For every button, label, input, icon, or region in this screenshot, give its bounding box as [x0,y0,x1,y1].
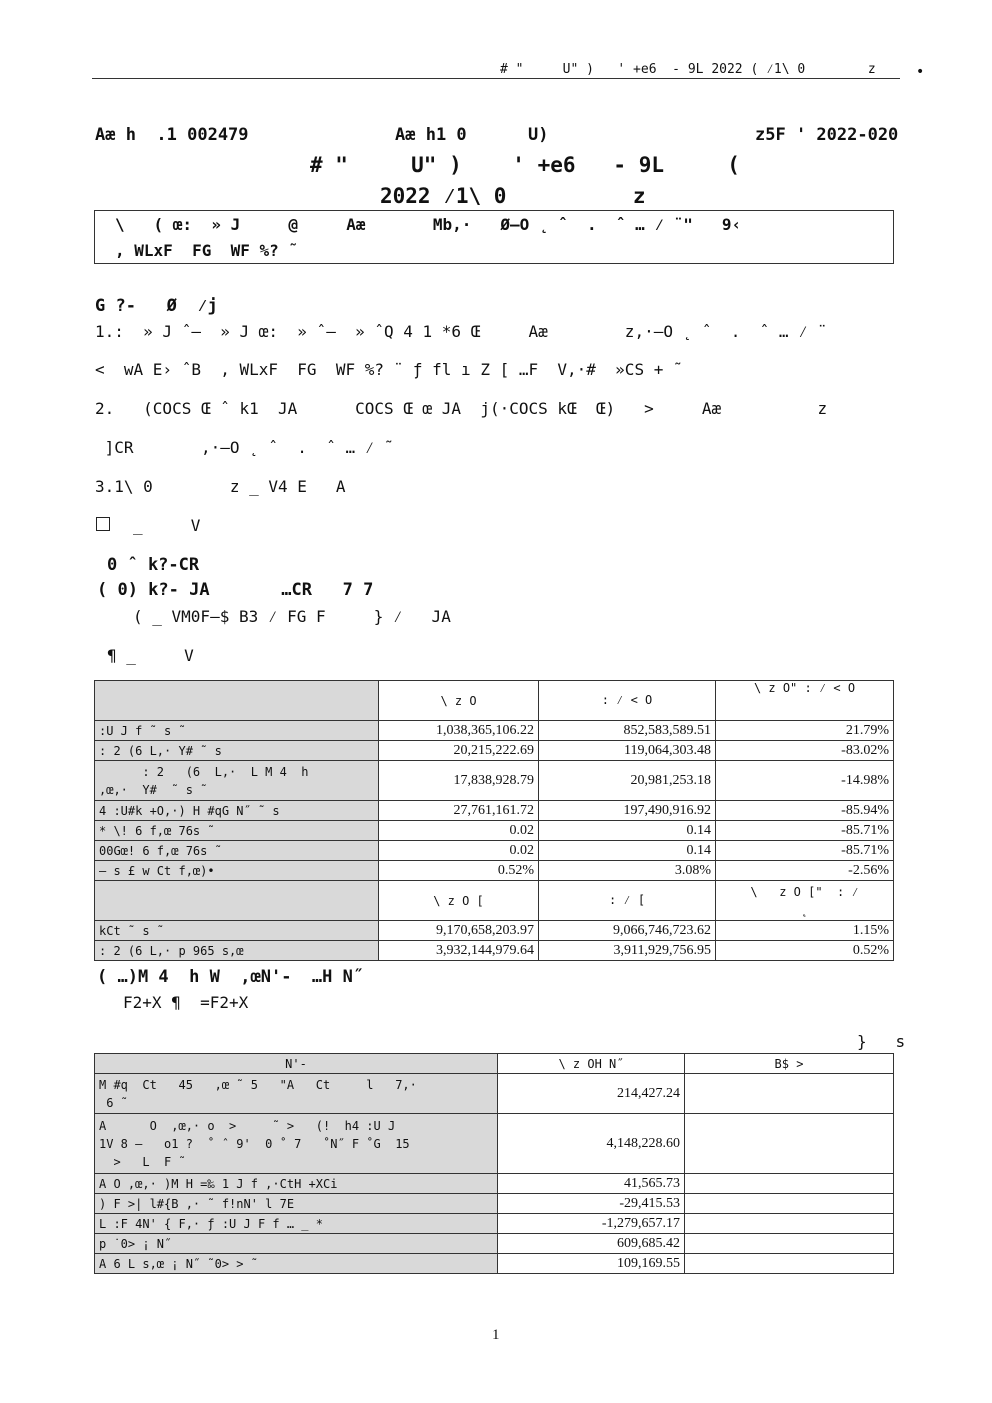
table2-header-amount: \ z OH N˝ [498,1054,685,1074]
row-current-value: 17,838,928.79 [379,761,539,801]
row-label-multiline [95,761,379,801]
row-previous-value: 9,066,746,723.62 [539,921,716,941]
table1-header-current: \ z O [379,681,539,721]
table1-currency-note: ¶ _ V [107,646,194,665]
checkbox-unchecked[interactable] [96,517,110,531]
non-recurring-items-table [94,1053,894,1274]
financial-data-table [94,680,894,961]
row-change-value: 0.52% [716,941,894,961]
row-note [685,1254,894,1274]
row-previous-value: 119,064,303.48 [539,741,716,761]
notice-line-1: \ ( œ: » J @ Aæ Mb,· Ø–O ˛ ˆ . ˆ … ⁄ ¨" 9‹ [115,215,742,234]
table-row [95,1194,894,1214]
table-row [95,921,894,941]
table-row [95,1214,894,1234]
row-change-value: 21.79% [716,721,894,741]
row-label: p ˙0> ¡ N˝ [95,1234,498,1254]
table-row [95,1234,894,1254]
table-row [95,721,894,741]
table-row [95,801,894,821]
section3-heading: ( …)M 4 h W ,œN'- …H N˝ [97,967,364,987]
row-amount: 214,427.24 [498,1074,685,1114]
row-label: — s £ w Ct f,œ)• [95,861,379,881]
doc-code-left: Aæ h .1 002479 [95,125,249,145]
row-change-value: -83.02% [716,741,894,761]
row-label-line: > L F ˜ [99,1154,186,1169]
row-label-line2: ,œ,· Y# ˜ s ˜ [99,782,208,797]
row-label-line: M #q Ct 45 ,œ ˜ 5 "A Ct l 7,· [99,1077,417,1092]
row-label-line: 6 ˜ [99,1095,128,1110]
row-note [685,1194,894,1214]
row-previous-value: 20,981,253.18 [539,761,716,801]
row-amount: 109,169.55 [498,1254,685,1274]
row-label: kCt ˜ s ˜ [95,921,379,941]
row-change-value: -85.94% [716,801,894,821]
table1-header2-change-line2: ˛ [800,902,809,917]
row-label: ) F >| l#{B ,· ˜ f!nN' l 7E [95,1194,498,1214]
row-note [685,1214,894,1234]
row-previous-value: 3.08% [539,861,716,881]
row-current-value: 0.52% [379,861,539,881]
notice-box [94,210,894,264]
row-amount: 41,565.73 [498,1174,685,1194]
row-current-value: 0.02 [379,821,539,841]
row-label-line: 1V 8 – o1 ? ˚ ˆ 9' 0 ˚ 7 ˚N˝ F ˚G 15 [99,1136,410,1151]
row-label: A O ,œ,· )M H =‰ 1 J f ,·CtH +XCi [95,1174,498,1194]
table-row [95,1174,894,1194]
running-header: # " U" ) ' +e6 - 9L 2022 ( ⁄1\ 0 z [500,62,876,77]
row-change-value: -14.98% [716,761,894,801]
table1-header2-change [716,881,894,921]
row-label: 4 :U#k +O,·) H #qG N˝ ˜ s [95,801,379,821]
row-change-value: -85.71% [716,821,894,841]
row-amount: 609,685.42 [498,1234,685,1254]
table-row [95,861,894,881]
section3-note: F2+X ¶ =F2+X [123,993,249,1012]
row-note [685,1234,894,1254]
notice-line-2: , WLxF FG WF %? ˜ [115,241,299,260]
table1-header-blank [95,681,379,721]
table-row [95,821,894,841]
table1-header2-previous: : ⁄ [ [539,881,716,921]
row-current-value: 1,038,365,106.22 [379,721,539,741]
row-change-value: -2.56% [716,861,894,881]
header-bullet-icon: • [916,64,925,80]
table-row [95,741,894,761]
row-note [685,1074,894,1114]
row-amount: -29,415.53 [498,1194,685,1214]
section1-item3: 3.1\ 0 z _ V4 E A [95,477,346,496]
row-label-multiline [95,1114,498,1174]
doc-title-line2: 2022 ⁄1\ 0 z [380,184,646,208]
section1-item1-line1: 1.: » J ˆ– » J œ: » ˆ– » ˆQ 4 1 *6 Œ Aæ z,·–O ˛ ˆ . ˆ … ⁄ ¨ [95,322,828,341]
section2-sub1: ( 0) k?- JA …CR 7 7 [97,580,374,600]
row-label-multiline [95,1074,498,1114]
table-row [95,1254,894,1274]
row-change-value: -85.71% [716,841,894,861]
row-label: * \! 6 f,œ 76s ˜ [95,821,379,841]
table-row [95,1074,894,1114]
table1-header2-blank [95,881,379,921]
row-previous-value: 0.14 [539,841,716,861]
header-rule [92,78,900,79]
row-current-value: 9,170,658,203.97 [379,921,539,941]
table-row [95,1114,894,1174]
section1-heading: G ?- Ø ⁄j [95,296,218,316]
row-label: :U J f ˜ s ˜ [95,721,379,741]
row-label-line: A O ,œ,· o > ˜ > (! h4 :U J [99,1118,396,1133]
checkbox-label: _ V [133,516,201,535]
table-row [95,941,894,961]
table1-header2-change-line1: \ z O [" : ⁄ [750,884,859,899]
section1-item2-line1: 2. (COCS Œ ˆ k1 JA COCS Œ œ JA j(·COCS kŒ Œ) > Aæ z [95,399,828,418]
row-amount: 4,148,228.60 [498,1114,685,1174]
table1-header-change: \ z O" : ⁄ < O [716,681,894,721]
page-number: 1 [492,1327,500,1343]
row-current-value: 27,761,161.72 [379,801,539,821]
row-previous-value: 197,490,916.92 [539,801,716,821]
row-note [685,1174,894,1194]
table2-unit-note: } s [857,1032,906,1051]
row-previous-value: 852,583,589.51 [539,721,716,741]
table2-header-item: N'- [95,1054,498,1074]
row-label: : 2 (6 L,· Y# ˜ s [95,741,379,761]
row-amount: -1,279,657.17 [498,1214,685,1234]
table-row [95,761,894,801]
row-label-line1: : 2 (6 L,· L M 4 h [99,764,309,779]
row-change-value: 1.15% [716,921,894,941]
row-current-value: 20,215,222.69 [379,741,539,761]
section2-sub1-note: ( _ VM0F–$ B3 ⁄ FG F } ⁄ JA [133,607,451,626]
row-note [685,1114,894,1174]
table-row [95,841,894,861]
row-current-value: 0.02 [379,841,539,861]
section1-item1-line2: < wA E› ˆB , WLxF FG WF %? ¨ ƒ fl ı Z [ …F V,·# »CS + ˜ [95,360,683,379]
row-label: 00Gœ! 6 f,œ 76s ˜ [95,841,379,861]
row-previous-value: 3,911,929,756.95 [539,941,716,961]
row-label: : 2 (6 L,· p 965 s,œ [95,941,379,961]
row-label: A 6 L s,œ ¡ N˝ ˜0> > ˜ [95,1254,498,1274]
row-current-value: 3,932,144,979.64 [379,941,539,961]
doc-title-line1: # " U" ) ' +e6 - 9L ( [310,153,740,177]
doc-code-right: z5F ' 2022-020 [755,125,899,145]
row-previous-value: 0.14 [539,821,716,841]
table1-header-previous: : ⁄ < O [539,681,716,721]
doc-code-mid: Aæ h1 0 U) [395,125,549,145]
row-label: L :F 4N' { F,· ƒ :U J F f … _ * [95,1214,498,1234]
table2-header-note: B$ > [685,1054,894,1074]
section2-heading: 0 ˆ k?-CR [107,555,200,575]
table1-header2-current: \ z O [ [379,881,539,921]
section1-item2-line2: ]CR ,·–O ˛ ˆ . ˆ … ⁄ ˜ [95,438,394,457]
